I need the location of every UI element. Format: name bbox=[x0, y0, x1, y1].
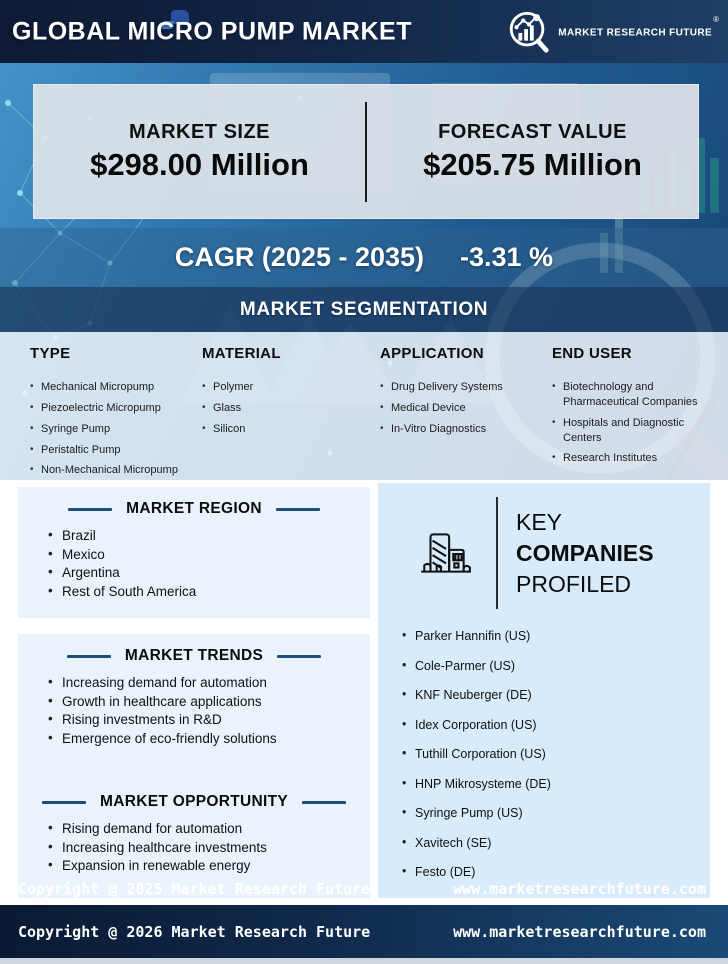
segment-column-application bbox=[380, 332, 552, 480]
list-item: • Piezoelectric Micropump bbox=[30, 401, 202, 416]
segmentation-content bbox=[0, 332, 728, 480]
bottom-strip bbox=[0, 958, 728, 964]
companies-list bbox=[402, 629, 710, 880]
companies-word: COMPANIES bbox=[516, 539, 654, 566]
profiled-word: PROFILED bbox=[516, 570, 632, 597]
forecast-value-value: $205.75 Million bbox=[423, 146, 642, 182]
list-item: • Increasing healthcare investments bbox=[48, 840, 370, 856]
title-dash-left bbox=[42, 801, 86, 804]
market-size-box bbox=[33, 84, 699, 219]
title-dash-right bbox=[276, 508, 320, 511]
segment-heading: APPLICATION bbox=[380, 345, 484, 362]
list-item: • Syringe Pump (US) bbox=[402, 806, 710, 821]
cagr-label: CAGR (2025 - 2035) bbox=[174, 242, 425, 272]
market-size-label: MARKET SIZE bbox=[128, 120, 271, 143]
list-item: • Glass bbox=[202, 401, 380, 416]
segmentation-title: MARKET SEGMENTATION bbox=[239, 298, 489, 320]
list-item: • Cole-Parmer (US) bbox=[402, 659, 710, 674]
footer-copyright: Copyright @ 2026 Market Research Future bbox=[18, 922, 371, 941]
title-dash-left bbox=[67, 655, 111, 658]
list-item: • Parker Hannifin (US) bbox=[402, 629, 710, 644]
brand-logo bbox=[505, 9, 718, 55]
key-word: KEY bbox=[516, 508, 563, 535]
key-companies-card bbox=[378, 483, 710, 898]
list-item: • In-Vitro Diagnostics bbox=[380, 422, 552, 437]
list-item: • Argentina bbox=[48, 565, 370, 581]
key-companies-title bbox=[516, 507, 654, 600]
segment-heading: TYPE bbox=[30, 345, 71, 362]
list-item: • Rising demand for automation bbox=[48, 821, 370, 837]
buildings-icon bbox=[416, 524, 474, 582]
list-item: • Research Institutes bbox=[552, 451, 712, 466]
forecast-value-label: FORECAST VALUE bbox=[438, 120, 627, 143]
segment-column-enduser bbox=[552, 332, 712, 480]
list-item: • Expansion in renewable energy bbox=[48, 858, 370, 874]
list-item: • Medical Device bbox=[380, 401, 552, 416]
list-item: • Brazil bbox=[48, 528, 370, 544]
page-title: GLOBAL MICRO PUMP MARKET bbox=[12, 17, 412, 45]
list-item: • Rising investments in R&D bbox=[48, 712, 370, 728]
segment-list bbox=[380, 380, 552, 437]
list-item: • Biotechnology and Pharmaceutical Companies bbox=[552, 380, 712, 410]
segment-list bbox=[552, 380, 712, 466]
cagr-band bbox=[0, 228, 728, 287]
list-item: • Peristaltic Pump bbox=[30, 443, 202, 458]
ghost-copyright-text: Copyright @ 2025 Market Research Future bbox=[18, 880, 371, 898]
title-dash-left bbox=[68, 508, 112, 511]
footer-url[interactable]: www.marketresearchfuture.com bbox=[453, 922, 706, 941]
hero-section bbox=[0, 63, 728, 480]
list-item: • Idex Corporation (US) bbox=[402, 718, 710, 733]
market-opportunity-list bbox=[48, 821, 370, 874]
list-item: • Syringe Pump bbox=[30, 422, 202, 437]
list-item: • Drug Delivery Systems bbox=[380, 380, 552, 395]
segment-list bbox=[202, 380, 380, 437]
magnifier-chart-logo-icon bbox=[505, 9, 551, 55]
list-item: • Silicon bbox=[202, 422, 380, 437]
market-trends-list bbox=[48, 675, 370, 746]
footer-bar bbox=[0, 905, 728, 958]
list-item: • Rest of South America bbox=[48, 584, 370, 600]
list-item: • Increasing demand for automation bbox=[48, 675, 370, 691]
title-dash-right bbox=[277, 655, 321, 658]
list-item: • Xavitech (SE) bbox=[402, 836, 710, 851]
market-trends-opportunity-card bbox=[18, 634, 370, 898]
segment-list bbox=[30, 380, 202, 478]
list-item: • Emergence of eco-friendly solutions bbox=[48, 731, 370, 747]
title-dash-right bbox=[302, 801, 346, 804]
registered-mark: ® bbox=[713, 15, 719, 25]
key-companies-header bbox=[416, 497, 710, 609]
brand-name: MARKET RESEARCH FUTURE bbox=[558, 27, 713, 39]
market-opportunity-title: MARKET OPPORTUNITY bbox=[100, 793, 288, 811]
market-region-title: MARKET REGION bbox=[126, 500, 262, 517]
list-item: • Mechanical Micropump bbox=[30, 380, 202, 395]
cagr-value: -3.31 % bbox=[460, 242, 554, 272]
vertical-divider bbox=[496, 497, 498, 609]
list-item: • Mexico bbox=[48, 547, 370, 563]
forecast-value-block bbox=[367, 121, 698, 183]
ghost-url-text: www.marketresearchfuture.com bbox=[453, 880, 706, 898]
list-item: • KNF Neuberger (DE) bbox=[402, 688, 710, 703]
list-item: • Polymer bbox=[202, 380, 380, 395]
market-region-list bbox=[48, 528, 370, 599]
segment-column-type bbox=[30, 332, 202, 480]
market-region-card bbox=[18, 487, 370, 618]
segment-heading: MATERIAL bbox=[202, 345, 281, 362]
market-size-block bbox=[34, 121, 365, 183]
header-bar bbox=[0, 0, 728, 63]
list-item: • Growth in healthcare applications bbox=[48, 694, 370, 710]
segmentation-title-band bbox=[0, 287, 728, 332]
segment-heading: END USER bbox=[552, 345, 632, 362]
market-trends-title: MARKET TRENDS bbox=[124, 647, 264, 664]
segment-column-material bbox=[202, 332, 380, 480]
list-item: • Hospitals and Diagnostic Centers bbox=[552, 416, 712, 446]
market-size-value: $298.00 Million bbox=[90, 146, 309, 182]
list-item: • Tuthill Corporation (US) bbox=[402, 747, 710, 762]
list-item: • Non-Mechanical Micropump bbox=[30, 463, 202, 478]
list-item: • HNP Mikrosysteme (DE) bbox=[402, 777, 710, 792]
list-item: • Festo (DE) bbox=[402, 865, 710, 880]
